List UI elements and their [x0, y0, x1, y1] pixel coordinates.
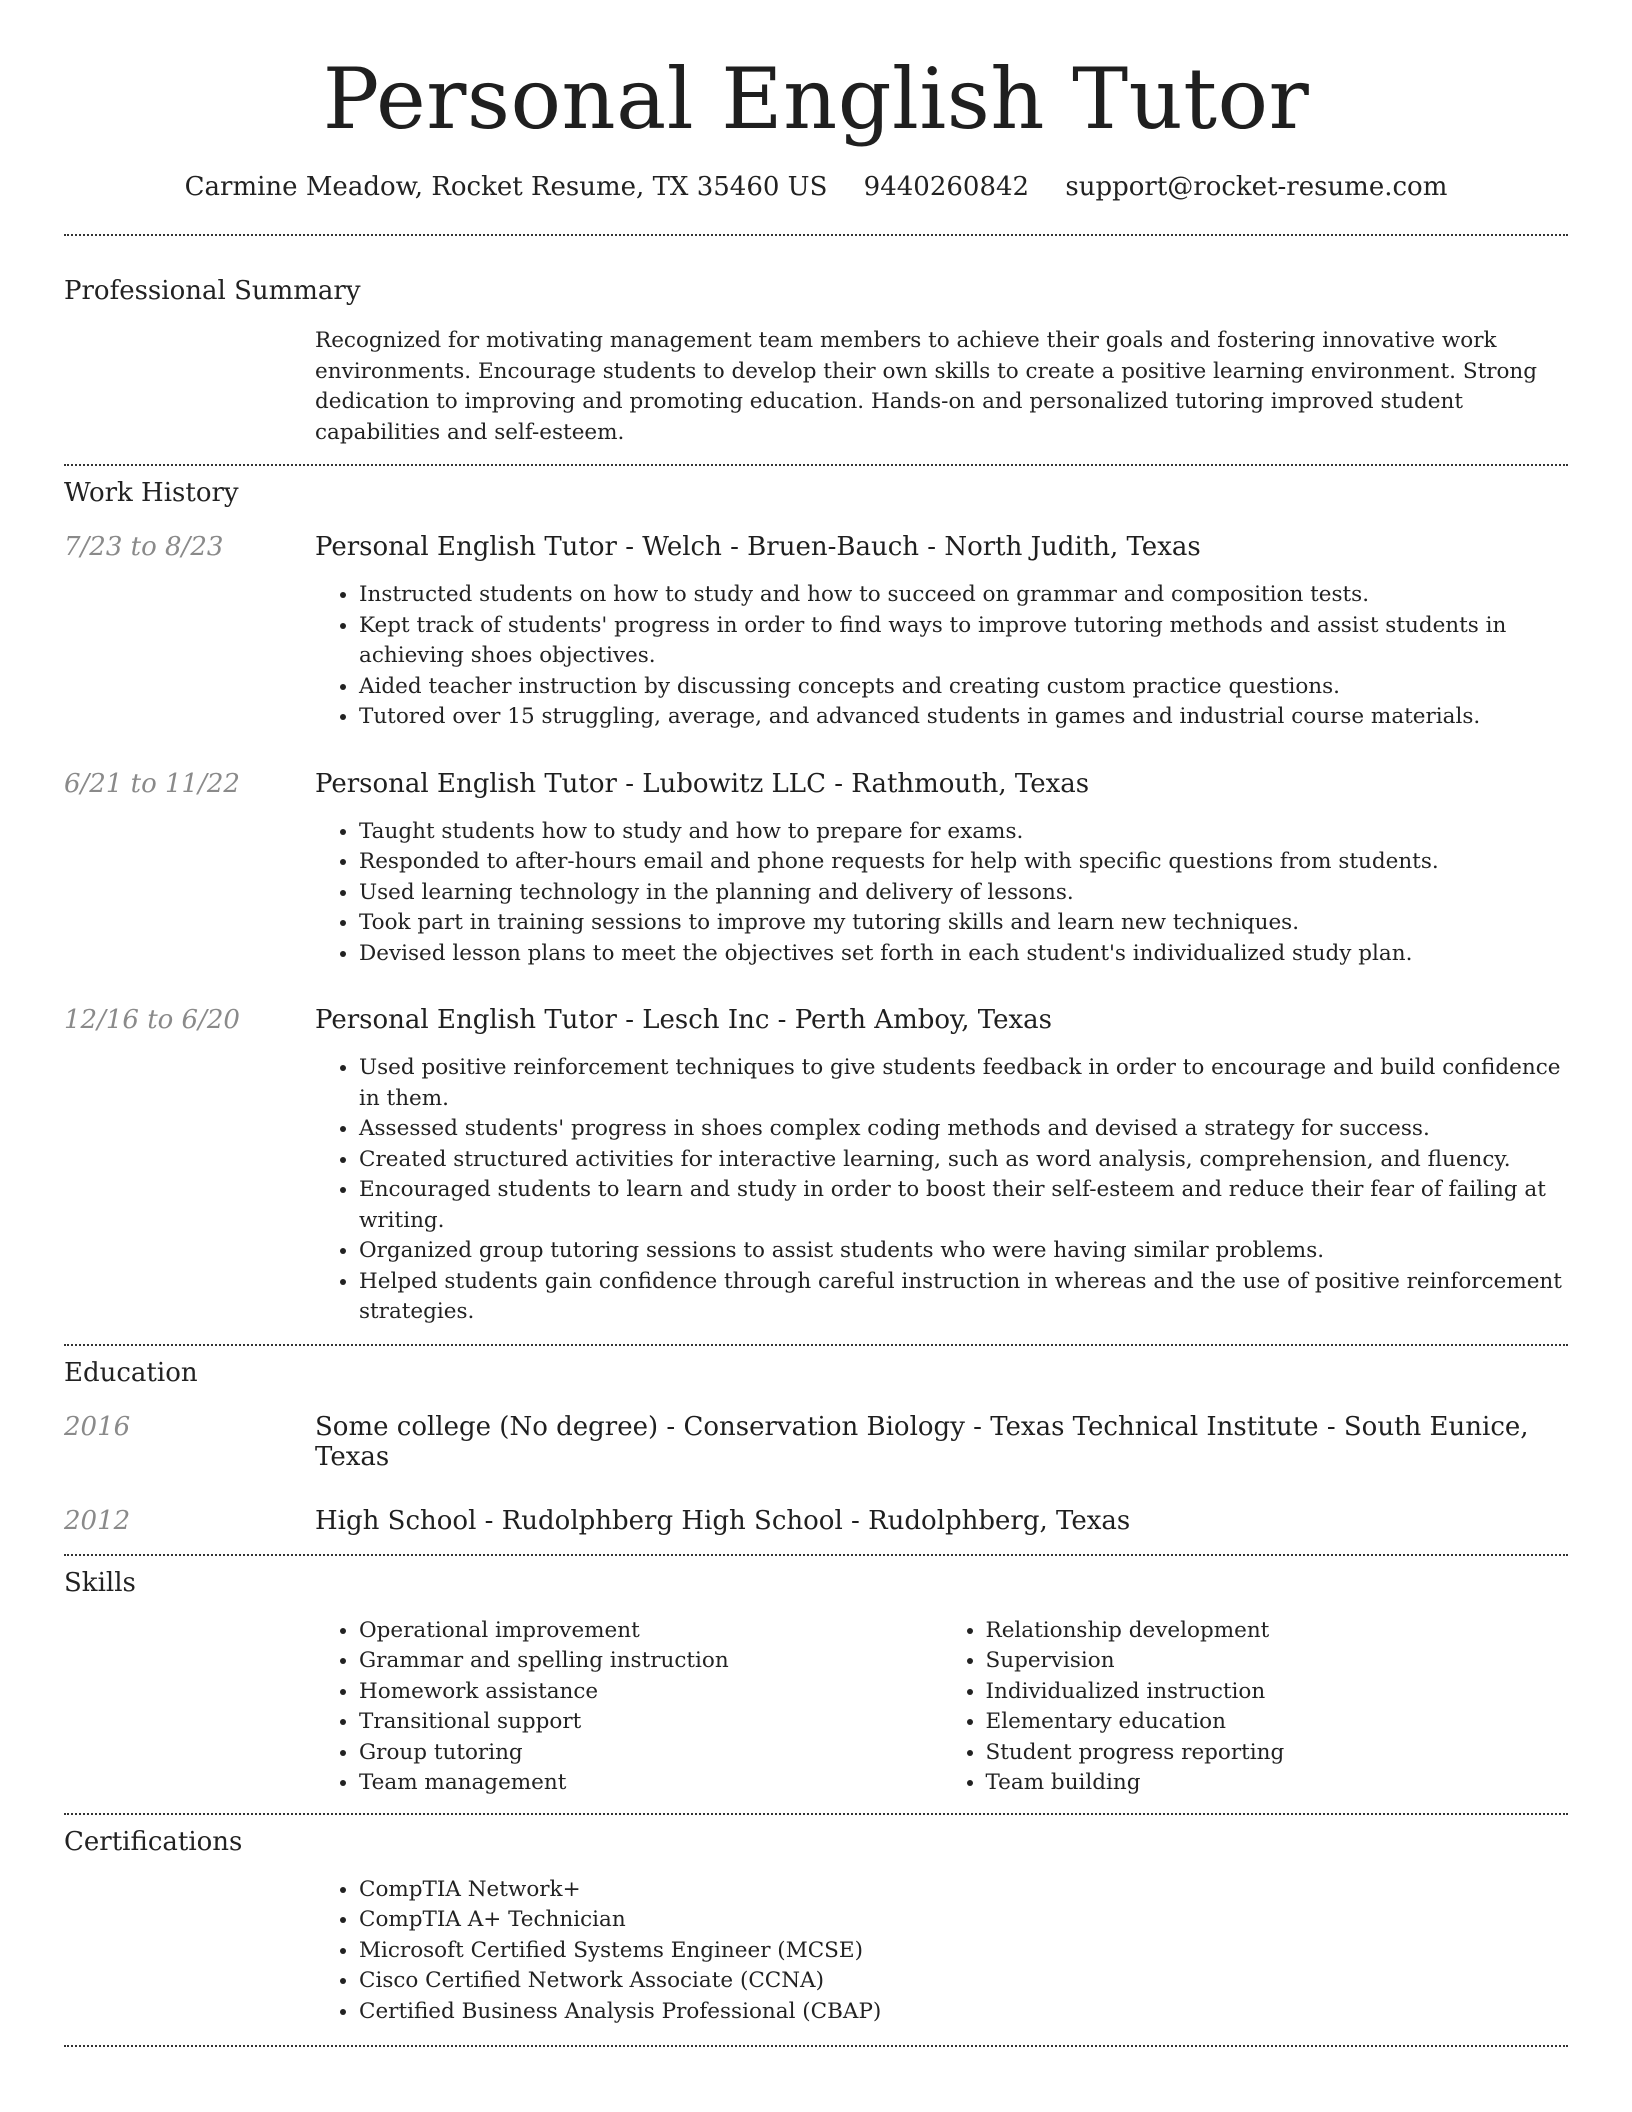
- job-title: Personal English Tutor - Welch - Bruen-Bauch - North Judith, Texas: [315, 532, 1201, 563]
- contact-line: [64, 172, 1568, 202]
- list-item: • Transitional support: [359, 1707, 942, 1738]
- list-item: • Relationship development: [986, 1616, 1569, 1647]
- contact-email[interactable]: support@rocket-resume.com: [1065, 172, 1448, 203]
- contact-phone: 9440260842: [863, 172, 1030, 203]
- list-item: • Instructed students on how to study and how to succeed on grammar and composition tests.: [359, 580, 1568, 611]
- list-item: • Supervision: [986, 1646, 1569, 1677]
- list-item: • Used positive reinforcement techniques to give students feedback in order to encourage and build confidence in them.: [359, 1053, 1568, 1114]
- job-bullets: [315, 580, 1568, 733]
- education-entry: [64, 1412, 1568, 1472]
- education-section: [64, 1358, 1568, 1536]
- list-item: • CompTIA Network+: [359, 1875, 1568, 1906]
- list-item: • Microsoft Certified Systems Engineer (MCSE): [359, 1936, 1568, 1967]
- list-item: • Tutored over 15 struggling, average, and advanced students in games and industrial course materials.: [359, 702, 1568, 733]
- skills-section: [64, 1568, 1568, 1799]
- education-entry: [64, 1506, 1568, 1536]
- divider: [64, 2045, 1568, 2047]
- skills-right-list: [942, 1616, 1569, 1799]
- list-item: • Homework assistance: [359, 1677, 942, 1708]
- education-year: 2016: [64, 1411, 131, 1442]
- job-dates: 12/16 to 6/20: [64, 1005, 240, 1036]
- page-title: Personal English Tutor: [322, 50, 1310, 148]
- skills-heading: Skills: [64, 1567, 136, 1598]
- contact-address: Carmine Meadow, Rocket Resume, TX 35460 US: [184, 172, 828, 203]
- list-item: • Team management: [359, 1768, 942, 1799]
- work-section: [64, 478, 1568, 1328]
- education-text: Some college (No degree) - Conservation Biology - Texas Technical Institute - South Eunice, Texas: [315, 1411, 1529, 1472]
- skills-left-list: [315, 1616, 942, 1799]
- education-text: High School - Rudolphberg High School - Rudolphberg, Texas: [315, 1505, 1131, 1536]
- list-item: • Organized group tutoring sessions to assist students who were having similar problems.: [359, 1236, 1568, 1267]
- certifications-heading: Certifications: [64, 1826, 243, 1857]
- education-year: 2012: [64, 1505, 131, 1536]
- list-item: • Devised lesson plans to meet the objectives set forth in each student's individualized study plan.: [359, 939, 1568, 970]
- job-bullets: [315, 1053, 1568, 1328]
- divider: [64, 234, 1568, 236]
- work-heading: Work History: [64, 478, 239, 509]
- list-item: • Student progress reporting: [986, 1738, 1569, 1769]
- job-title: Personal English Tutor - Lesch Inc - Perth Amboy, Texas: [315, 1005, 1053, 1036]
- job-entry: [64, 1005, 1568, 1328]
- certifications-list: [315, 1875, 1568, 2028]
- job-entry: [64, 769, 1568, 970]
- job-entry: [64, 532, 1568, 733]
- list-item: • Helped students gain confidence through careful instruction in whereas and the use of positive reinforcement strategies.: [359, 1267, 1568, 1328]
- list-item: • Cisco Certified Network Associate (CCNA): [359, 1966, 1568, 1997]
- list-item: • Used learning technology in the planning and delivery of lessons.: [359, 878, 1568, 909]
- summary-section: [64, 276, 1568, 448]
- list-item: • Individualized instruction: [986, 1677, 1569, 1708]
- skills-columns: [315, 1616, 1568, 1799]
- certifications-section: [64, 1827, 1568, 2028]
- list-item: • Grammar and spelling instruction: [359, 1646, 942, 1677]
- summary-text: Recognized for motivating management team members to achieve their goals and fostering innovative work environments. Encourage students to develop their own skills to create a positive learning environment. Strong dedication to improving and promoting education. Hands-on and personalized tutoring improved student capabilities and self-esteem.: [315, 328, 1538, 445]
- summary-heading: Professional Summary: [64, 276, 361, 307]
- list-item: • Team building: [986, 1768, 1569, 1799]
- resume-page: [64, 0, 1568, 2047]
- list-item: • Assessed students' progress in shoes complex coding methods and devised a strategy for success.: [359, 1114, 1568, 1145]
- list-item: • Encouraged students to learn and study in order to boost their self-esteem and reduce their fear of failing at writing.: [359, 1175, 1568, 1236]
- list-item: • Took part in training sessions to improve my tutoring skills and learn new techniques.: [359, 908, 1568, 939]
- education-heading: Education: [64, 1357, 198, 1388]
- list-item: • Aided teacher instruction by discussing concepts and creating custom practice questions.: [359, 672, 1568, 703]
- divider: [64, 1554, 1568, 1556]
- list-item: • Created structured activities for interactive learning, such as word analysis, comprehension, and fluency.: [359, 1145, 1568, 1176]
- job-bullets: [315, 817, 1568, 970]
- job-title: Personal English Tutor - Lubowitz LLC - Rathmouth, Texas: [315, 768, 1090, 799]
- job-dates: 7/23 to 8/23: [64, 532, 224, 563]
- list-item: • Certified Business Analysis Professional (CBAP): [359, 1997, 1568, 2028]
- divider: [64, 464, 1568, 466]
- list-item: • Responded to after-hours email and phone requests for help with specific questions from students.: [359, 847, 1568, 878]
- list-item: • Kept track of students' progress in order to find ways to improve tutoring methods and assist students in achieving shoes objectives.: [359, 611, 1568, 672]
- list-item: • CompTIA A+ Technician: [359, 1905, 1568, 1936]
- list-item: • Taught students how to study and how to prepare for exams.: [359, 817, 1568, 848]
- job-dates: 6/21 to 11/22: [64, 768, 240, 799]
- list-item: • Operational improvement: [359, 1616, 942, 1647]
- list-item: • Elementary education: [986, 1707, 1569, 1738]
- list-item: • Group tutoring: [359, 1738, 942, 1769]
- divider: [64, 1813, 1568, 1815]
- divider: [64, 1344, 1568, 1346]
